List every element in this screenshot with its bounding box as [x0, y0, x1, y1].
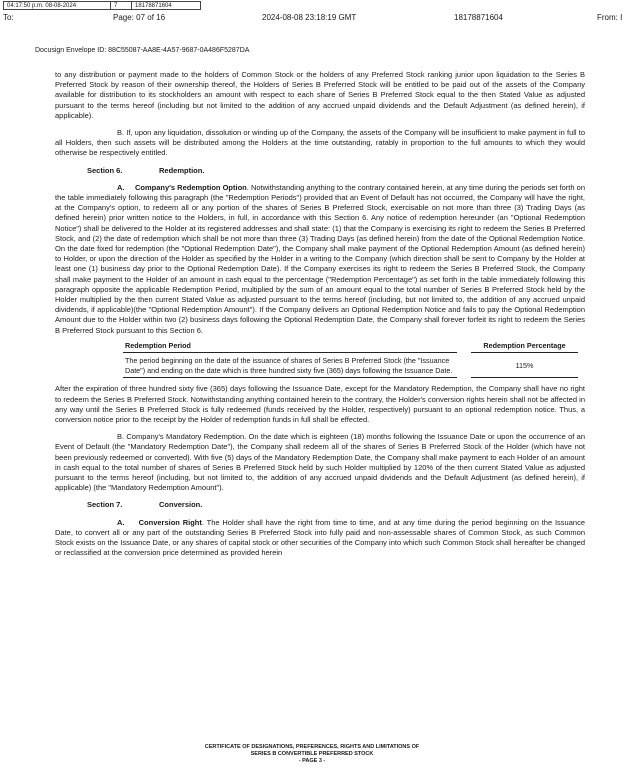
document-body — [55, 70, 585, 558]
fax-page-count: Page: 07 of 16 — [113, 13, 166, 22]
footer-line-1: CERTIFICATE OF DESIGNATIONS, PREFERENCES, RIGHTS AND LIMITATIONS OF — [204, 744, 420, 750]
redemption-option-title: Company's Redemption Option — [134, 182, 247, 192]
redemption-period-header: Redemption Period — [123, 340, 457, 353]
redemption-percentage-cell: 115% — [471, 353, 578, 378]
conversion-right-body: . The Holder shall have the right from time to time, and at any time during the period beginning on the Issuance Date, to convert all or any part of the outstanding Series B Preferred Stock into fully paid and non-assessable shares of Common Stock, as such Common Stock exists on the Issuance Date, or any shares of capital stock or other securities of the Company into which such Common Stock shall hereafter be changed or reclassified at the conversion price determined as provided herein — [55, 517, 585, 558]
redemption-option-body: . Notwithstanding anything to the contrary contained herein, at any time during the periods set forth on the table immediately following this paragraph (the "Redemption Periods") provided that an Event of Default has not occurred, the Company will have the right, at the Company's option, to redeem all or any portion of the shares of Series B Preferred Stock, exercisable on not more than three (3) Trading Days (as defined herein) prior written notice to the Holders, in full, in accordance with this Section 6. Any notice of redemption hereunder (an "Optional Redemption Notice") shall be delivered to the Holder at its registered addresses and shall state: (1) that the Company is exercising its right to redeem the Series B Preferred Stock, and (2) the date of redemption which shall be not more than three (3) Trading Days (as defined herein) from the date of the Optional Redemption Notice. On the date fixed for redemption (the "Optional Redemption Date"), the Company shall make payment of the Optional Redemption Amount (as defined herein) to Holder, or upon the direction of the Holder as specified by the Holder in a writing to the Company (which direction shall be sent to Company by the Holder at least one (1) business day prior to the Optional Redemption Date). If the Company exercises its right to redeem the Series B Preferred Stock, the Company shall make payment to the Holder of an amount in cash equal to the percentage ("Redemption Percentage") as set forth in the table immediately following this paragraph opposite the applicable Redemption Period, multiplied by the sum of an amount equal to the total number of Series B Preferred Stock held by the Holder multiplied by the then current Stated Value as adjusted pursuant to the terms hereof (including, but not limited to, the addition of any accrued unpaid dividends, if applicable)(the "Optional Redemption Amount"). If the Company delivers an Optional Redemption Notice and fails to pay the Optional Redemption Amount due to the Holder within two (2) business days following the Optional Redemption Date, the Company shall forever forfeit its right to redeem the Series B Preferred Stock pursuant to this Section 6. — [55, 182, 585, 335]
section-6-title: Redemption. — [159, 165, 205, 175]
certificate-footer — [150, 744, 474, 765]
conversion-right-paragraph — [55, 518, 585, 559]
fax-strip-time: 04:17:50 p.m. 08-08-2024 — [3, 1, 111, 10]
fax-strip-page: 7 — [110, 1, 132, 10]
fax-from-label: From: I — [597, 13, 623, 22]
footer-page-number: - PAGE 3 - — [298, 758, 326, 764]
after-table-paragraph: After the expiration of three hundred sixty five (365) days following the Issuance Date, except for the Mandatory Redemption, the Company shall have no right to redeem the Series B Preferred Stock. Notwithstanding anything contained herein to the contrary, the Holder's conversion rights herein shall not be affected in any way until the Series B Preferred Stock is fully redeemed (funds received by the Holder, respectively) pursuant to an optional redemption notice. Thus, a conversion notice prior to the receipt by the Holder of redemption funds in full shall be effected. — [55, 384, 585, 424]
footer-line-2: SERIES B CONVERTIBLE PREFERRED STOCK — [250, 751, 374, 757]
redemption-option-paragraph — [55, 183, 585, 336]
redemption-period-cell: The period beginning on the date of the issuance of shares of Series B Preferred Stock (the "Issuance Date") and ending on the date which is three hundred sixty five (365) days following the Issuance Date. — [123, 353, 457, 378]
liquidation-b-paragraph: B. If, upon any liquidation, dissolution or winding up of the Company, the assets of the Company will be insufficient to make payment in full to all Holders, then such assets will be distributed among the Holders at the time outstanding, ratably in proportion to the full amounts to which they would otherwise be respectively entitled. — [55, 128, 585, 158]
section-6-heading — [87, 166, 585, 176]
section-6-number: Section 6. — [87, 165, 123, 175]
fax-strip-number: 18178871604 — [131, 1, 201, 10]
section-7-title: Conversion. — [159, 500, 203, 510]
fax-header — [0, 13, 624, 25]
fax-to-label: To: — [3, 13, 14, 22]
intro-paragraph: to any distribution or payment made to the holders of Common Stock or the holders of any Preferred Stock ranking junior upon liquidation to the Series B Preferred Stock by reason of their ownership thereof, the Holders of Series B Preferred Stock will be entitled to be paid out of the assets of the Company available for distribution to its stockholders an amount with respect to each share of Series B Preferred Stock equal to the then Stated Value as adjusted pursuant to the terms hereof (including but not limited to the addition of any accrued unpaid dividends and the Default Adjustment (as defined herein), if applicable). — [55, 70, 585, 120]
redemption-option-label: A. — [117, 182, 125, 192]
conversion-right-title: Conversion Right — [138, 517, 202, 527]
conversion-right-label: A. — [117, 517, 125, 527]
fax-datetime: 2024-08-08 23:18:19 GMT — [262, 13, 357, 22]
section-7-number: Section 7. — [87, 500, 123, 510]
redemption-percentage-header: Redemption Percentage — [471, 340, 578, 353]
section-7-heading — [87, 500, 585, 510]
table-row — [123, 353, 578, 378]
redemption-table — [123, 340, 578, 379]
fax-number: 18178871604 — [454, 13, 503, 22]
fax-timestamp-strip — [3, 1, 200, 10]
docusign-envelope-id: Docusign Envelope ID: 88C55087-AA8E-4A57-9687-0A486F5287DA — [35, 47, 250, 54]
mandatory-redemption-paragraph: B. Company's Mandatory Redemption. On the date which is eighteen (18) months following the Issuance Date or upon the occurrence of an Event of Default (the "Mandatory Redemption Date"), the Company shall redeem all of the shares of Series B Preferred Stock of the Holder (which have not been previously redeemed or converted). With five (5) days of the Mandatory Redemption Date, the Company shall make payment to each Holder of an amount in cash equal to the total number of shares of Series B Preferred Stock held by such Holder multiplied by 120% of the then current Stated Value as adjusted pursuant to the terms hereof (including, but not limited to, the addition of any accrued unpaid dividends and the Default Adjustment (as defined herein), if applicable) (the "Mandatory Redemption Amount"). — [55, 432, 585, 493]
